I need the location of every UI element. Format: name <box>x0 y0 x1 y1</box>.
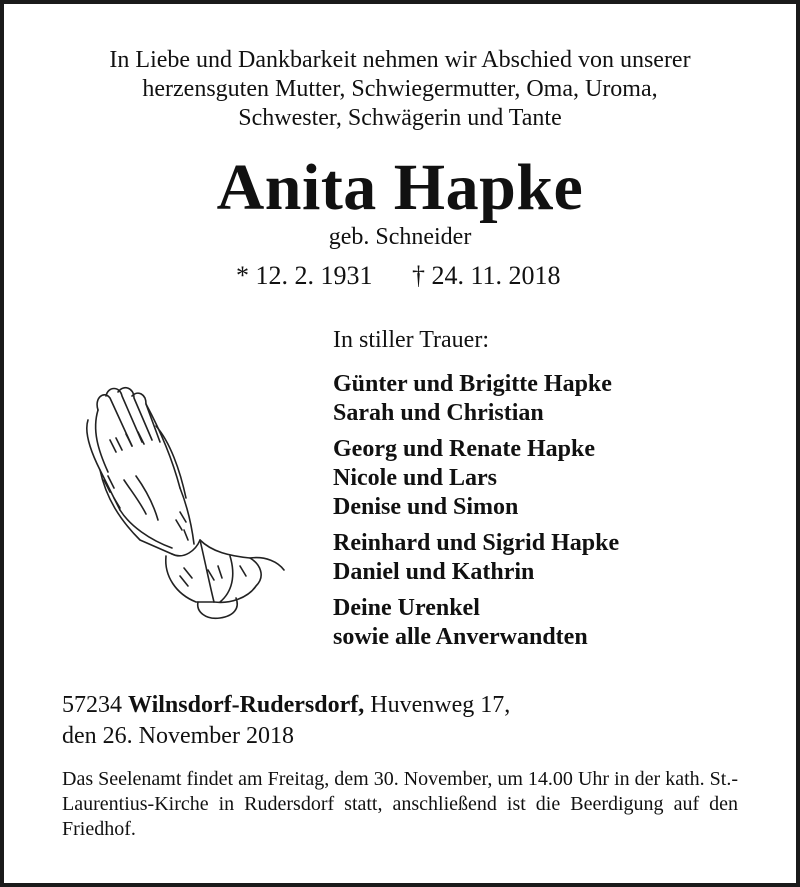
mourner-line: sowie alle Anverwandten <box>333 624 588 650</box>
mourner-line: Nicole und Lars <box>333 465 498 491</box>
intro-line: In Liebe und Dankbarkeit nehmen wir Abschied von unserer <box>109 47 691 73</box>
mourner-line: Daniel und Kathrin <box>333 559 535 585</box>
mourners-list <box>333 327 619 659</box>
deceased-name: Anita Hapke <box>216 151 584 224</box>
mourner-line: Deine Urenkel <box>333 595 480 621</box>
mourner-line: Georg und Renate Hapke <box>333 436 596 462</box>
mourners-heading: In stiller Trauer: <box>333 327 489 353</box>
mourner-line: Sarah und Christian <box>333 400 544 426</box>
mourner-group <box>333 529 619 587</box>
street: Huvenweg 17, <box>370 692 511 718</box>
mourner-group <box>333 435 619 522</box>
intro-line: Schwester, Schwägerin und Tante <box>238 105 562 131</box>
mourner-group <box>333 370 619 428</box>
praying-hands-icon <box>80 380 290 625</box>
zip-code: 57234 <box>62 692 122 718</box>
address-block <box>62 690 510 752</box>
mourner-line: Reinhard und Sigrid Hapke <box>333 530 620 556</box>
funeral-notice: Das Seelenamt findet am Freitag, dem 30. November, um 14.00 Uhr in der kath. St.-Laurentius-Kirche in Rudersdorf statt, anschließend ist die Beerdigung auf den Friedhof. <box>62 768 738 840</box>
address-line <box>62 690 510 721</box>
intro-line: herzensguten Mutter, Schwiegermutter, Oma, Uroma, <box>142 76 658 102</box>
town-name: Wilnsdorf-Rudersdorf, <box>128 692 365 718</box>
birth-date: * 12. 2. 1931 <box>236 261 373 290</box>
mourner-group <box>333 594 619 652</box>
intro-text <box>20 46 780 133</box>
mourner-line: Denise und Simon <box>333 494 519 520</box>
notice-date: den 26. November 2018 <box>62 723 294 749</box>
death-date: † 24. 11. 2018 <box>412 261 561 290</box>
mourner-line: Günter und Brigitte Hapke <box>333 371 612 397</box>
maiden-name: geb. Schneider <box>328 224 472 250</box>
